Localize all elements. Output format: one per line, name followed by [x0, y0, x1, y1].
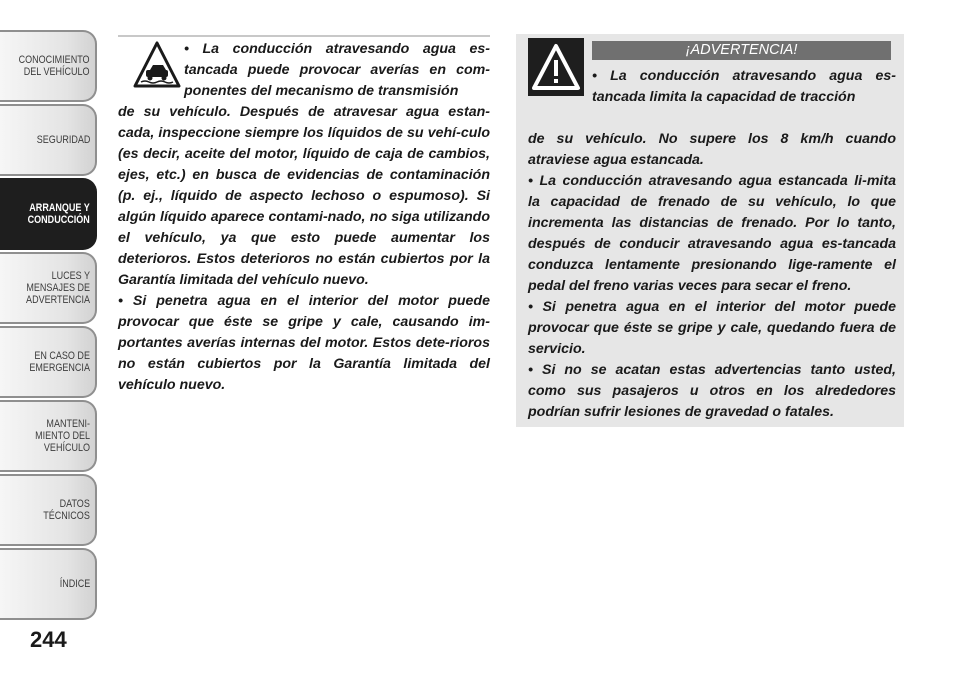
paragraph: • La conducción atravesando agua estancada li-mita la capacidad de frenado de su vehículo, lo que incrementa las distancias de frenado. Por lo tanto, después de conducir atravesando agua es-tancada conduzca lentamente presionando lige-ramente el pedal del freno varias veces para secar el freno. [528, 173, 896, 294]
tab-label: DATOS TÉCNICOS [43, 498, 90, 522]
car-in-water-warning-icon [133, 40, 181, 90]
warning-body-text [528, 129, 896, 423]
tab-seguridad[interactable] [0, 104, 97, 176]
tab-label: EN CASO DE EMERGENCIA [29, 350, 90, 374]
paragraph: • Si penetra agua en el interior del motor puede provocar que éste se gripe y cale, quedando fuera de servicio. [528, 299, 896, 357]
page-number: 244 [30, 627, 67, 652]
warning-intro-text [592, 66, 896, 108]
tab-label: LUCES Y MENSAJES DE ADVERTENCIA [26, 270, 90, 306]
paragraph: • La conducción atravesando agua es-tancada limita la capacidad de tracción [592, 68, 896, 105]
top-divider [118, 35, 490, 37]
warning-title: ¡ADVERTENCIA! [592, 41, 891, 60]
paragraph: • Si penetra agua en el interior del motor puede provocar que éste se gripe y cale, causando im-portantes averías internas del motor. Estos dete-rioros no están cubiertos por la Garantía limitada del vehículo nuevo. [118, 293, 490, 393]
paragraph: de su vehículo. Después de atravesar agua estan-cada, inspeccione siempre los líquidos de su vehí-culo (es decir, aceite del motor, líquido de caja de cambios, ejes, etc.) en busca de evidencias de contaminación (p. ej., líquido de aspecto lechoso o espumoso). Si algún líquido aparece contami-nado, no siga utilizando el vehículo, ya que esto puede aumentar los deterioros. Estos deterioros no están cubiertos por la Garantía limitada del vehículo nuevo. [118, 104, 490, 288]
tab-label: ÍNDICE [59, 578, 90, 590]
tab-conocimiento-del-vehiculo[interactable] [0, 30, 97, 102]
paragraph: de su vehículo. No supere los 8 km/h cuando atraviese agua estancada. [528, 131, 896, 168]
paragraph: • Si no se acatan estas advertencias tanto usted, como sus pasajeros u otros en los alrededores podrían sufrir lesiones de gravedad o fatales. [528, 362, 896, 420]
tab-en-caso-de-emergencia[interactable] [0, 326, 97, 398]
tab-datos-tecnicos[interactable] [0, 474, 97, 546]
left-intro-text [184, 39, 490, 102]
tab-luces-y-mensajes[interactable] [0, 252, 97, 324]
tab-label: SEGURIDAD [36, 134, 90, 146]
exclamation-triangle-icon [528, 38, 584, 96]
tab-label: ARRANQUE Y CONDUCCIÓN [27, 202, 90, 226]
tab-arranque-y-conduccion[interactable] [0, 178, 97, 250]
tab-indice[interactable] [0, 548, 97, 620]
left-body-text [118, 102, 490, 396]
paragraph: • La conducción atravesando agua es-tancada puede provocar averías en com-ponentes del mecanismo de transmisión [184, 41, 490, 99]
tab-label: MANTENI- MIENTO DEL VEHÍCULO [35, 418, 90, 454]
tab-label: CONOCIMIENTO DEL VEHÍCULO [19, 54, 90, 78]
tab-mantenimiento[interactable] [0, 400, 97, 472]
